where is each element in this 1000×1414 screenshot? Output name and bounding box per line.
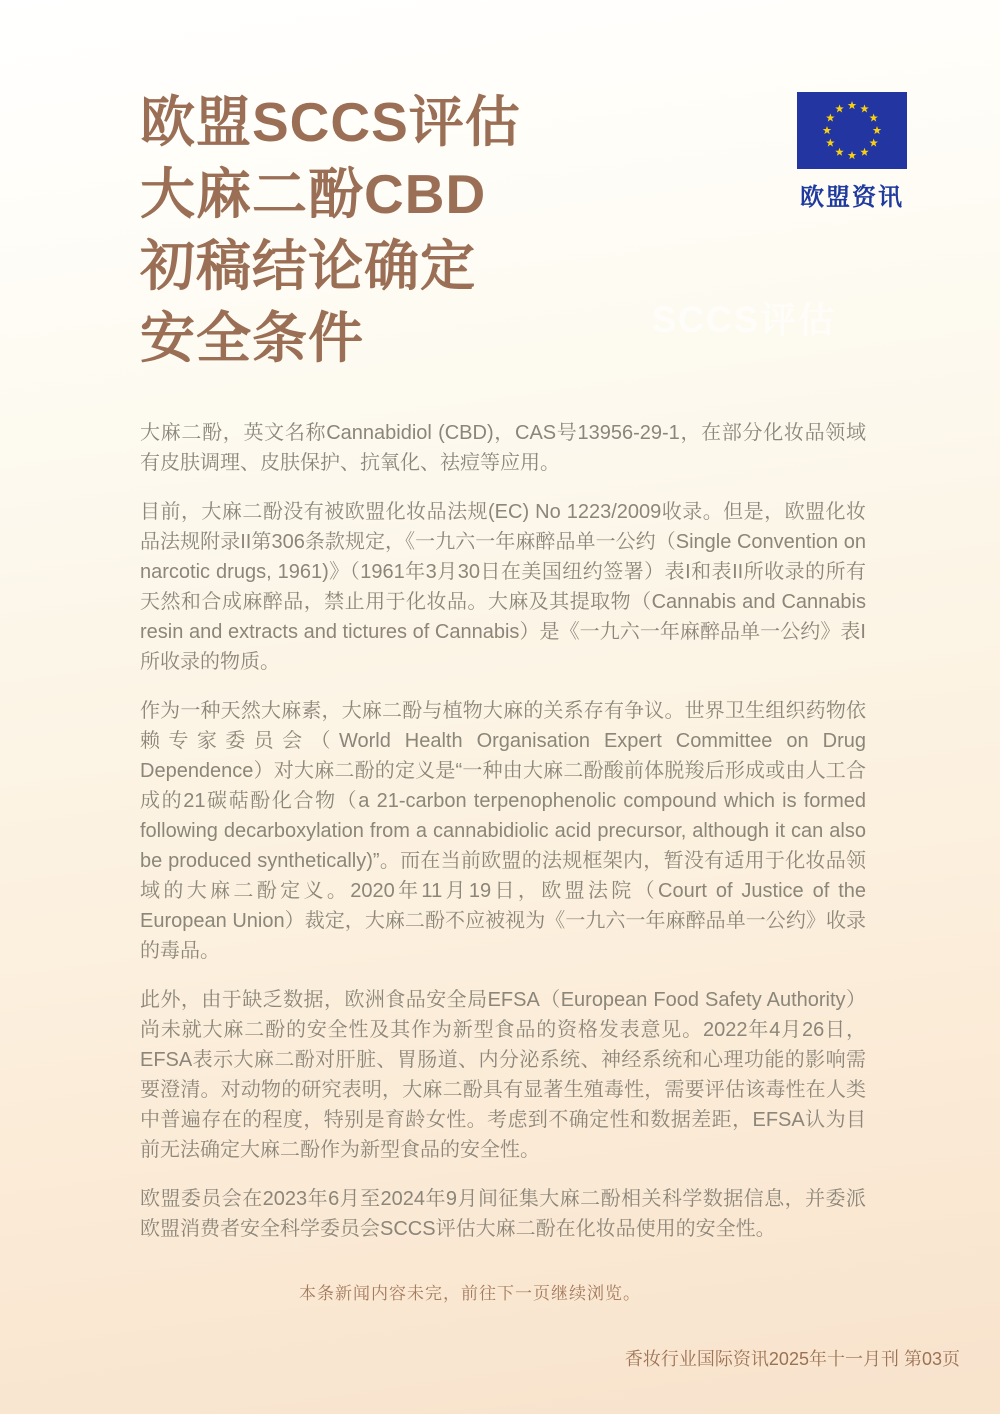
page-title bbox=[140, 86, 521, 374]
article-paragraph-3: 作为一种天然大麻素，大麻二酚与植物大麻的关系存有争议。世界卫生组织药物依赖专家委员会（World Health Organisation Expert Committee on Drug Dependence）对大麻二酚的定义是“一种由大麻二酚酸前体脱羧后形成或由人工合成的21碳萜酚化合物（a 21-carbon terpenophenolic compound which is formed following decarboxylation from a cannabidiolic acid precursor, although it can also be produced synthetically)”。而在当前欧盟的法规框架内，暂没有适用于化妆品领域的大麻二酚定义。2020年11月19日，欧盟法院（Court of Justice of the European Union）裁定，大麻二酚不应被视为《一九六一年麻醉品单一公约》收录的毒品。 bbox=[140, 700, 866, 962]
page-info: 香妆行业国际资讯2025年十一月刊 第03页 bbox=[624, 1349, 960, 1369]
eu-news-badge bbox=[797, 92, 907, 212]
page-title-line-2: 大麻二酚CBD bbox=[140, 163, 487, 225]
article-paragraph-1: 大麻二酚，英文名称Cannabidiol (CBD)，CAS号13956-29-1，在部分化妆品领域有皮肤调理、皮肤保护、抗氧化、祛痘等应用。 bbox=[140, 422, 866, 474]
article-paragraph-2: 目前，大麻二酚没有被欧盟化妆品法规(EC) No 1223/2009收录。但是，欧盟化妆品法规附录II第306条款规定，《一九六一年麻醉品单一公约（Single Convention on narcotic drugs, 1961)》（1961年3月30日在美国纽约签署）表I和表II所收录的所有天然和合成麻醉品，禁止用于化妆品。大麻及其提取物（Cannabis and Cannabis resin and extracts and tictures of Cannabis）是《一九六一年麻醉品单一公约》表I所收录的物质。 bbox=[140, 501, 866, 673]
watermark-text: SCCS评估 bbox=[652, 299, 837, 340]
eu-flag-icon bbox=[797, 92, 907, 169]
article-body bbox=[140, 418, 866, 1263]
page-title-line-4: 安全条件 bbox=[140, 307, 365, 369]
page-title-line-1: 欧盟SCCS评估 bbox=[140, 91, 521, 153]
article-paragraph-5: 欧盟委员会在2023年6月至2024年9月间征集大麻二酚相关科学数据信息，并委派欧盟消费者安全科学委员会SCCS评估大麻二酚在化妆品使用的安全性。 bbox=[140, 1188, 866, 1240]
eu-badge-label: 欧盟资讯 bbox=[800, 184, 904, 211]
continuation-note: 本条新闻内容未完，前往下一页继续浏览。 bbox=[299, 1284, 641, 1303]
article-paragraph-4: 此外，由于缺乏数据，欧洲食品安全局EFSA（European Food Safety Authority）尚未就大麻二酚的安全性及其作为新型食品的资格发表意见。2022年4月26日，EFSA表示大麻二酚对肝脏、胃肠道、内分泌系统、神经系统和心理功能的影响需要澄清。对动物的研究表明，大麻二酚具有显著生殖毒性，需要评估该毒性在人类中普遍存在的程度，特别是育龄女性。考虑到不确定性和数据差距，EFSA认为目前无法确定大麻二酚作为新型食品的安全性。 bbox=[140, 989, 866, 1161]
page-title-line-3: 初稿结论确定 bbox=[140, 235, 477, 297]
